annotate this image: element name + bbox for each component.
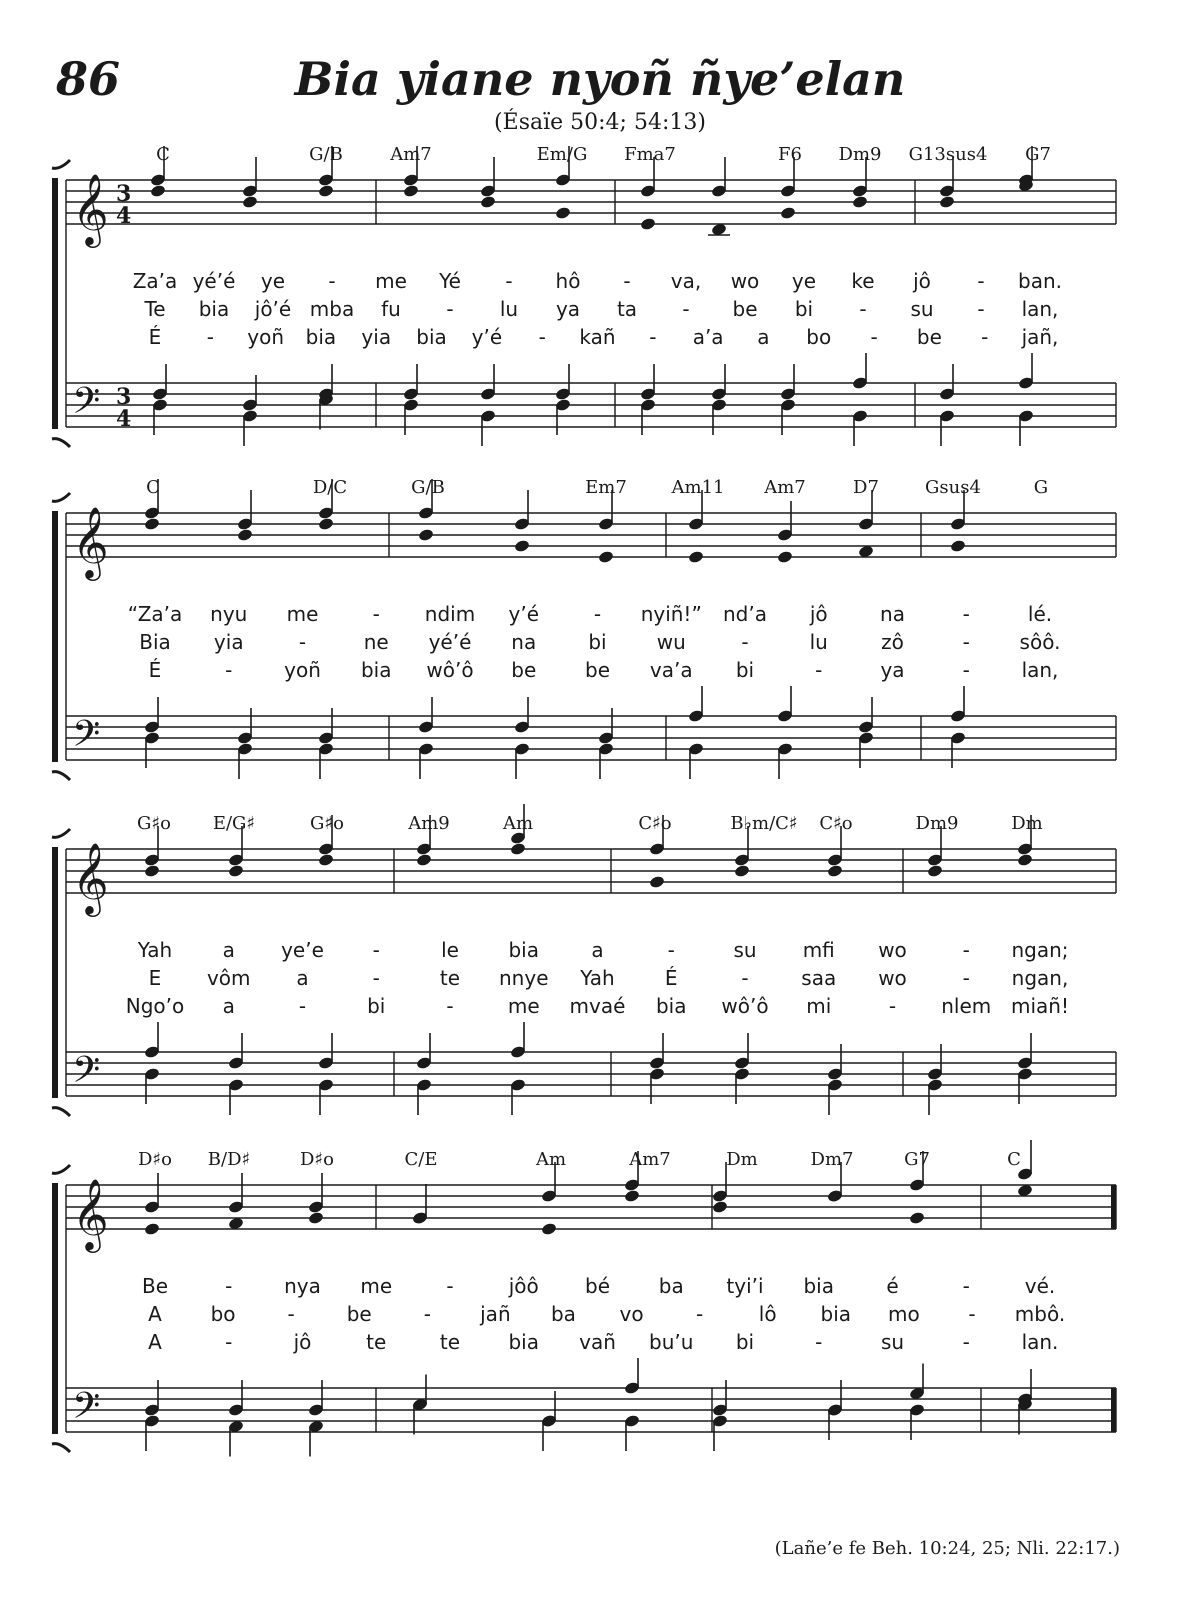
treble-clef-icon: 𝄞 (72, 1177, 109, 1250)
lyric-syllable: ba (658, 1274, 684, 1298)
bracket-bottom-hook (52, 1108, 70, 1116)
bass-clef-icon: 𝄢 (72, 1049, 101, 1100)
scripture-reference: (Ésaïe 50:4; 54:13) (494, 110, 706, 135)
time-signature-bottom: 4 (116, 406, 132, 432)
lyric-syllable: mfi (802, 938, 835, 962)
bass-staff (66, 383, 1116, 427)
note-head (927, 864, 944, 878)
lyric-hyphen: - (593, 602, 602, 626)
note-head (939, 195, 956, 209)
note-head (480, 195, 497, 209)
chord-symbol: G♯o (137, 813, 171, 834)
note-head (416, 853, 433, 867)
lyric-syllable: mo (887, 1302, 920, 1326)
note-head (228, 864, 245, 878)
chord-symbol: Am9 (408, 813, 450, 834)
lyric-syllable: tyi’i (726, 1274, 764, 1298)
lyric-syllable: jô’é (254, 297, 292, 321)
lyric-syllable: ngan; (1011, 938, 1069, 962)
lyric-syllable: É (148, 658, 162, 682)
lyric-syllable: wo (878, 966, 907, 990)
lyric-syllable: bu’u (649, 1330, 694, 1354)
lyric-hyphen: - (815, 1330, 823, 1354)
lyric-syllable: me (375, 269, 407, 293)
lyric-syllable: yé’é (192, 269, 236, 293)
lyric-hyphen: - (962, 1274, 970, 1298)
time-signature-top: 3 (116, 384, 132, 410)
lyric-hyphen: - (667, 938, 675, 962)
lyric-syllable: yoñ (284, 658, 321, 682)
bass-clef-icon: 𝄢 (72, 1385, 101, 1436)
treble-staff (66, 180, 1116, 224)
lyric-syllable: vo (619, 1302, 644, 1326)
chord-symbol: Am7 (629, 1149, 671, 1170)
lyric-syllable: lu (809, 630, 828, 654)
chord-symbol: G (1033, 477, 1049, 498)
note-head (318, 184, 335, 198)
lyric-hyphen: - (870, 325, 878, 349)
lyric-hyphen: - (977, 297, 985, 321)
bracket-top-hook (52, 493, 70, 501)
lyric-hyphen: - (298, 994, 307, 1018)
note-head (734, 864, 751, 878)
lyric-syllable: jô (913, 269, 931, 293)
lyric-syllable: zô (881, 630, 904, 654)
lyric-hyphen: - (538, 325, 546, 349)
chord-symbol: G13sus4 (908, 144, 988, 165)
lyric-syllable: Yah (137, 938, 173, 962)
lyric-hyphen: - (962, 966, 970, 990)
system-bracket (52, 847, 58, 1098)
lyric-syllable: be (346, 1302, 372, 1326)
bass-clef-icon: 𝄢 (72, 713, 101, 764)
note-head (144, 864, 161, 878)
lyric-syllable: jañ (480, 1302, 511, 1326)
lyric-syllable: nya (284, 1274, 321, 1298)
note-head (144, 517, 161, 531)
note-head (827, 864, 844, 878)
bracket-top-hook (52, 160, 70, 168)
lyric-hyphen: - (372, 966, 380, 990)
lyric-syllable: Ngo’o (125, 994, 185, 1018)
lyric-syllable: Yah (580, 966, 615, 990)
lyric-syllable: É (148, 325, 162, 349)
lyric-hyphen: - (298, 630, 307, 654)
lyric-syllable: ye (791, 269, 817, 293)
lyric-syllable: Yé (439, 269, 461, 293)
lyric-hyphen: - (225, 1274, 233, 1298)
lyric-hyphen: - (446, 994, 454, 1018)
lyric-hyphen: - (225, 658, 233, 682)
chord-symbol: Am (502, 813, 534, 834)
note-head (318, 853, 335, 867)
chord-symbol: Dm (1011, 813, 1043, 834)
lyric-syllable: nyiñ!” (640, 602, 702, 626)
lyric-hyphen: - (372, 602, 380, 626)
lyric-hyphen: - (649, 325, 657, 349)
lyric-syllable: yia (361, 325, 392, 349)
chord-symbol: D♯o (300, 1149, 334, 1170)
lyric-syllable: ngan, (1011, 966, 1069, 990)
lyric-syllable: va, (670, 269, 702, 293)
lyric-syllable: vé. (1024, 1274, 1056, 1298)
chord-symbol: Am (535, 1149, 567, 1170)
lyric-syllable: yé’é (428, 630, 472, 654)
note-head (780, 206, 797, 220)
lyric-syllable: ke (851, 269, 875, 293)
hymn-number: 86 (56, 52, 121, 106)
bracket-bottom-hook (52, 439, 70, 447)
lyric-syllable: bia (508, 938, 540, 962)
chord-symbol: G/B (309, 144, 343, 165)
note-head (1017, 853, 1034, 867)
lyric-syllable: su (880, 1330, 905, 1354)
lyric-syllable: bi (794, 297, 814, 321)
chord-symbol: G7 (904, 1149, 930, 1170)
treble-clef-icon: 𝄞 (72, 505, 109, 578)
chord-symbol: E/G♯ (212, 813, 256, 834)
chord-symbol: Dm9 (915, 813, 959, 834)
lyric-syllable: bo (210, 1302, 236, 1326)
note-head (237, 528, 254, 542)
chord-symbol: C (1007, 1149, 1021, 1170)
lyric-syllable: ya (555, 297, 581, 321)
verse-3-line (126, 994, 1069, 1018)
lyric-hyphen: - (962, 1330, 970, 1354)
lyric-syllable: lé. (1027, 602, 1053, 626)
lyric-syllable: mi (806, 994, 832, 1018)
verse-2-line (143, 297, 1058, 321)
chord-symbol: Dm9 (838, 144, 882, 165)
lyric-syllable: va’a (649, 658, 693, 682)
verse-3-line (148, 1330, 1058, 1354)
note-head (909, 1211, 926, 1225)
lyric-syllable: yia (213, 630, 244, 654)
chord-symbol: Dm7 (810, 1149, 854, 1170)
note-head (403, 184, 420, 198)
lyric-syllable: bia (198, 297, 230, 321)
lyric-syllable: bo (806, 325, 832, 349)
lyric-syllable: lô (758, 1302, 777, 1326)
chord-symbol: G/B (411, 477, 445, 498)
chord-symbol: Gsus4 (925, 477, 981, 498)
lyric-syllable: bi (735, 1330, 755, 1354)
lyric-syllable: a’a (692, 325, 724, 349)
chord-symbol: D♯o (138, 1149, 172, 1170)
lyric-syllable: wô’ô (426, 658, 474, 682)
lyric-syllable: bia (803, 1274, 835, 1298)
lyric-syllable: mbô. (1014, 1302, 1066, 1326)
note-head (649, 875, 666, 889)
note-head (308, 1211, 325, 1225)
lyric-syllable: me (360, 1274, 393, 1298)
lyric-syllable: be (585, 658, 610, 682)
treble-clef-icon: 𝄞 (72, 841, 109, 914)
chord-symbol: C (146, 477, 160, 498)
bass-staff (66, 1388, 1116, 1432)
lyric-syllable: nnye (499, 966, 549, 990)
lyric-syllable: yoñ (247, 325, 284, 349)
chord-symbol: B♭m/C♯ (730, 813, 798, 834)
lyric-hyphen: - (962, 630, 970, 654)
lyric-syllable: a (757, 325, 770, 349)
lyric-syllable: su (910, 297, 934, 321)
lyric-syllable: jañ, (1021, 325, 1059, 349)
verse-1-line (137, 938, 1069, 962)
lyric-syllable: wo (878, 938, 907, 962)
lyric-syllable: bia (655, 994, 687, 1018)
note-head (510, 842, 527, 856)
bracket-top-hook (52, 829, 70, 837)
lyric-syllable: lan. (1021, 1330, 1059, 1354)
lyric-syllable: jôô (508, 1274, 539, 1298)
note-head (624, 1189, 641, 1203)
lyric-hyphen: - (977, 269, 985, 293)
lyric-syllable: ndim (424, 602, 476, 626)
verse-3-line (149, 658, 1059, 682)
chord-symbol: Am7 (764, 477, 806, 498)
lyric-syllable: me (507, 994, 540, 1018)
verse-1-line (128, 602, 1052, 626)
lyric-syllable: be (511, 658, 537, 682)
hymn-title: Bia yiane nyoñ ñye’elan (294, 52, 906, 106)
lyric-syllable: bia (416, 325, 447, 349)
chord-symbol: Am7 (390, 144, 432, 165)
note-head (598, 550, 615, 564)
note-head (242, 195, 259, 209)
chord-symbol: F6 (778, 144, 802, 165)
lyric-syllable: mba (309, 297, 355, 321)
lyric-syllable: lu (499, 297, 519, 321)
chord-symbol: Em7 (585, 477, 627, 498)
lyric-syllable: na (511, 630, 537, 654)
note-head (640, 217, 657, 231)
lyric-syllable: lan, (1021, 658, 1059, 682)
chord-symbol: B/D♯ (207, 1149, 251, 1170)
lyric-syllable: ye’e (281, 938, 324, 962)
lyric-syllable: jô (809, 602, 828, 626)
lyric-syllable: bi (367, 994, 386, 1018)
note-head (514, 539, 531, 553)
bracket-bottom-hook (52, 772, 70, 780)
final-bar-line (1111, 1185, 1116, 1229)
lyric-hyphen: - (815, 658, 823, 682)
lyric-syllable: bi (735, 658, 755, 682)
system-bracket (52, 178, 58, 429)
lyric-syllable: y’é (508, 602, 539, 626)
chord-symbol: Am11 (671, 477, 725, 498)
lyric-syllable: nyu (210, 602, 248, 626)
lyric-hyphen: - (888, 994, 897, 1018)
chord-symbol: C♯o (819, 813, 853, 834)
chord-symbol: Fma7 (624, 144, 676, 165)
lyric-hyphen: - (372, 938, 380, 962)
final-bar-line (1111, 1388, 1116, 1432)
lyric-syllable: bé (585, 1274, 610, 1298)
lyric-syllable: wu (656, 630, 686, 654)
lyric-syllable: Za’a (132, 269, 178, 293)
lyric-hyphen: - (225, 1330, 233, 1354)
lyric-syllable: ba (550, 1302, 576, 1326)
lyric-syllable: jô (293, 1330, 312, 1354)
lyric-hyphen: - (423, 1302, 431, 1326)
bracket-bottom-hook (52, 1444, 70, 1452)
chord-symbol: C♯o (638, 813, 672, 834)
lyric-syllable: hô (555, 269, 581, 293)
lyric-syllable: Te (144, 297, 166, 321)
lyric-syllable: A (148, 1330, 162, 1354)
note-head (712, 1200, 729, 1214)
system-2 (52, 477, 1116, 780)
lyric-syllable: A (148, 1302, 162, 1326)
lyric-hyphen: - (623, 269, 631, 293)
note-head (144, 1222, 161, 1236)
lyric-hyphen: - (968, 1302, 976, 1326)
lyric-syllable: vañ (579, 1330, 616, 1354)
lyric-syllable: me (286, 602, 319, 626)
system-1 (52, 144, 1116, 447)
lyric-syllable: ye (260, 269, 286, 293)
lyric-syllable: vôm (206, 966, 251, 990)
lyric-hyphen: - (962, 938, 970, 962)
system-bracket (52, 1183, 58, 1434)
lyric-hyphen: - (962, 602, 970, 626)
lyric-syllable: ta (616, 297, 638, 321)
lyric-syllable: a (296, 966, 309, 990)
lyric-syllable: ban. (1018, 269, 1062, 293)
note-head (852, 195, 869, 209)
chord-symbol: Dm (726, 1149, 758, 1170)
lyric-hyphen: - (206, 325, 214, 349)
bass-staff (66, 1052, 1116, 1096)
lyric-syllable: Bia (139, 630, 171, 654)
bass-clef-icon: 𝄢 (72, 380, 101, 431)
treble-clef-icon: 𝄞 (72, 172, 109, 245)
lyric-syllable: wô’ô (721, 994, 769, 1018)
verse-1-line (133, 269, 1062, 293)
lyric-syllable: sôô. (1019, 630, 1061, 654)
note-head (150, 184, 167, 198)
lyric-syllable: na (880, 602, 905, 626)
lyric-syllable: É (664, 966, 678, 990)
lyric-syllable: Be (141, 1274, 169, 1298)
lyric-hyphen: - (981, 325, 989, 349)
lyric-syllable: bia (508, 1330, 540, 1354)
footnote-references: (Lañe’e fe Beh. 10:24, 25; Nli. 22:17.) (774, 1538, 1120, 1559)
lyric-syllable: bia (820, 1302, 852, 1326)
system-4 (52, 1140, 1116, 1457)
lyric-syllable: be (916, 325, 942, 349)
note-head (688, 550, 705, 564)
system-bracket (52, 511, 58, 762)
lyric-hyphen: - (287, 1302, 295, 1326)
lyric-syllable: saa (801, 966, 837, 990)
lyric-hyphen: - (446, 1274, 454, 1298)
lyric-syllable: miañ! (1011, 994, 1069, 1018)
verse-3-line (149, 325, 1059, 349)
lyric-hyphen: - (962, 658, 970, 682)
lyric-syllable: ya (880, 658, 905, 682)
chord-symbol: C/E (404, 1149, 438, 1170)
lyric-syllable: a (222, 938, 235, 962)
lyric-syllable: y’é (471, 325, 503, 349)
verse-2-line (148, 1302, 1065, 1326)
note-head (555, 206, 572, 220)
lyric-hyphen: - (446, 297, 454, 321)
lyric-hyphen: - (741, 966, 749, 990)
verse-2-line (139, 630, 1060, 654)
lyric-syllable: te (366, 1330, 387, 1354)
lyric-syllable: kañ (579, 325, 616, 349)
chord-symbol: D/C (312, 477, 348, 498)
lyric-syllable: te (439, 966, 461, 990)
note-head (418, 528, 435, 542)
lyric-syllable: fu (381, 297, 401, 321)
lyric-hyphen: - (682, 297, 690, 321)
lyric-syllable: a (222, 994, 235, 1018)
time-signature-top: 3 (116, 181, 132, 207)
lyric-syllable: su (733, 938, 757, 962)
chord-symbol: D7 (853, 477, 879, 498)
treble-staff (66, 849, 1116, 893)
note-head (777, 550, 794, 564)
note-head (541, 1222, 558, 1236)
lyric-hyphen: - (696, 1302, 704, 1326)
verse-2-line (149, 966, 1069, 990)
time-signature-bottom: 4 (116, 203, 132, 229)
lyric-syllable: ne (363, 630, 389, 654)
chord-symbol: G♯o (310, 813, 344, 834)
lyric-syllable: “Za’a (127, 602, 183, 626)
lyric-syllable: lan, (1021, 297, 1059, 321)
chord-symbol: C (156, 144, 170, 165)
lyric-syllable: bi (588, 630, 607, 654)
lyric-syllable: mvaé (569, 994, 626, 1018)
system-3 (52, 804, 1116, 1116)
lyric-syllable: a (591, 938, 604, 962)
note-head (950, 539, 967, 553)
lyric-syllable: E (148, 966, 162, 990)
bracket-top-hook (52, 1165, 70, 1173)
lyric-hyphen: - (741, 630, 749, 654)
lyric-syllable: nlem (941, 994, 992, 1018)
lyric-hyphen: - (859, 297, 867, 321)
lyric-syllable: te (439, 1330, 461, 1354)
lyric-syllable: é (886, 1274, 899, 1298)
treble-staff (66, 1185, 1116, 1229)
lyric-syllable: bia (360, 658, 392, 682)
chord-symbol: Em/G (536, 144, 588, 165)
lyric-syllable: nd’a (723, 602, 767, 626)
lyric-syllable: wo (730, 269, 760, 293)
note-head (318, 517, 335, 531)
lyric-hyphen: - (505, 269, 513, 293)
lyric-hyphen: - (328, 269, 336, 293)
chord-symbol: G7 (1025, 144, 1051, 165)
lyric-syllable: le (441, 938, 459, 962)
lyric-syllable: be (732, 297, 758, 321)
lyric-syllable: bia (305, 325, 337, 349)
verse-1-line (142, 1274, 1055, 1298)
